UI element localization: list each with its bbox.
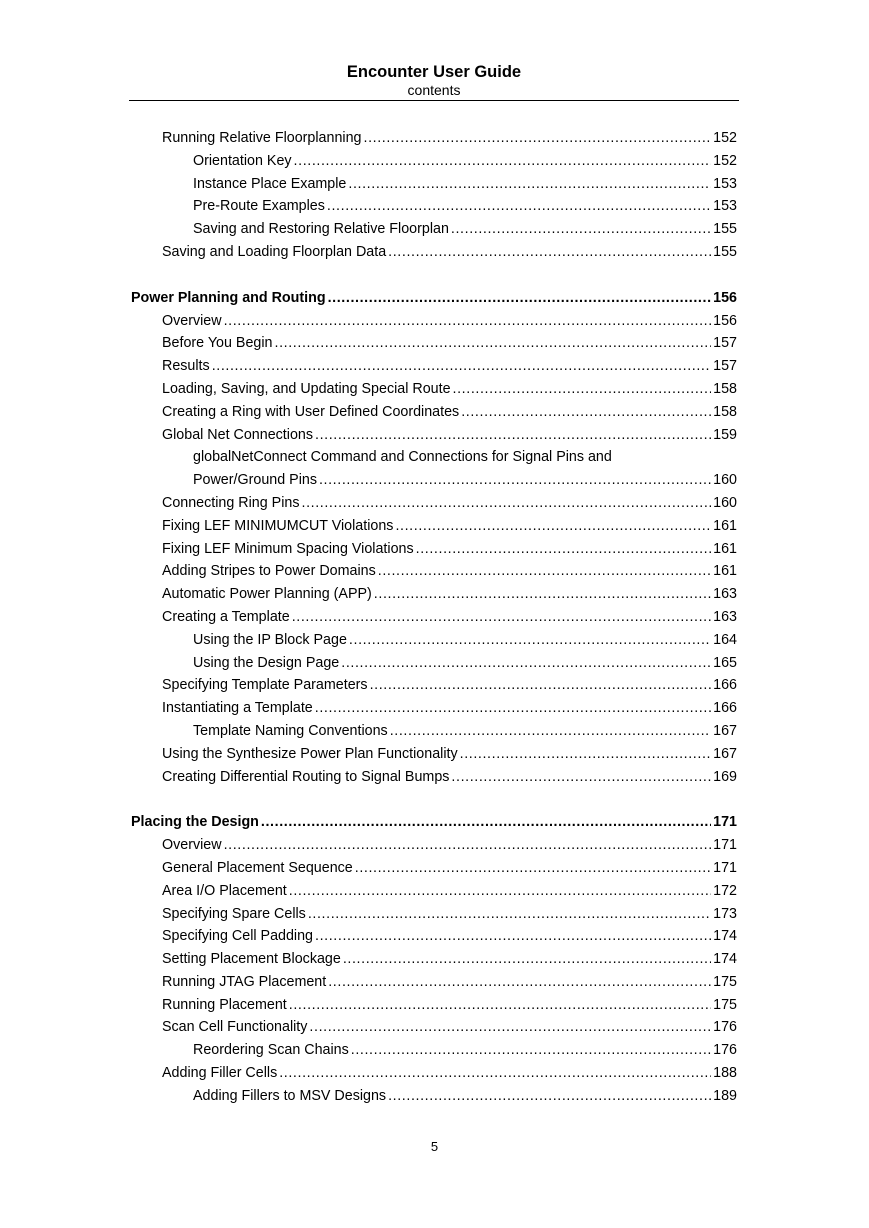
toc-entry-page: 153 <box>713 175 737 192</box>
toc-entry-page: 160 <box>713 494 737 511</box>
dot-leader <box>309 1016 711 1039</box>
toc-entry-title: Automatic Power Planning (APP) <box>162 586 372 603</box>
toc-entry[interactable] <box>129 218 737 241</box>
toc-entry-page: 156 <box>713 289 737 306</box>
dot-leader <box>370 674 712 697</box>
toc-entry-page: 166 <box>713 700 737 717</box>
toc-entry-page: 189 <box>713 1087 737 1104</box>
toc-entry[interactable] <box>129 1039 737 1062</box>
toc-entry-title: Results <box>162 358 210 375</box>
toc-entry-title: Fixing LEF MINIMUMCUT Violations <box>162 517 394 534</box>
dot-leader <box>341 652 711 675</box>
dot-leader <box>224 834 712 857</box>
toc-entry[interactable] <box>129 492 737 515</box>
dot-leader <box>212 355 711 378</box>
toc-entry-page: 176 <box>713 1042 737 1059</box>
table-of-contents <box>129 127 737 1108</box>
dot-leader <box>364 127 712 150</box>
toc-entry-page: 172 <box>713 882 737 899</box>
toc-entry[interactable] <box>129 720 737 743</box>
toc-entry[interactable] <box>129 948 737 971</box>
header-rule <box>129 100 739 101</box>
toc-chapter-entry[interactable] <box>129 287 737 310</box>
dot-leader <box>416 538 712 561</box>
dot-leader <box>355 857 711 880</box>
toc-entry[interactable] <box>129 424 737 447</box>
dot-leader <box>302 492 712 515</box>
dot-leader <box>275 332 712 355</box>
toc-entry-page: 155 <box>713 221 737 238</box>
toc-entry-page: 157 <box>713 358 737 375</box>
toc-entry[interactable] <box>129 538 737 561</box>
toc-entry-title: Running Relative Floorplanning <box>162 130 362 146</box>
dot-leader <box>343 948 711 971</box>
toc-entry-title: General Placement Sequence <box>162 859 353 876</box>
toc-entry-title: Using the Design Page <box>193 654 340 671</box>
toc-entry[interactable] <box>129 355 737 378</box>
toc-entry-title: Reordering Scan Chains <box>193 1042 349 1059</box>
toc-entry[interactable] <box>129 173 737 196</box>
toc-entry-title: Connecting Ring Pins <box>162 494 300 511</box>
toc-entry-title: Fixing LEF Minimum Spacing Violations <box>162 540 414 557</box>
toc-entry-page: 163 <box>713 586 737 603</box>
dot-leader <box>308 903 711 926</box>
toc-entry-page: 169 <box>713 768 737 785</box>
toc-entry[interactable] <box>129 446 737 469</box>
toc-entry[interactable] <box>129 925 737 948</box>
toc-entry-title: Instance Place Example <box>193 175 347 192</box>
dot-leader <box>315 424 711 447</box>
toc-entry-page: 171 <box>713 837 737 854</box>
toc-entry[interactable] <box>129 903 737 926</box>
toc-entry[interactable] <box>129 880 737 903</box>
section-gap <box>129 264 737 287</box>
toc-entry-title: Specifying Template Parameters <box>162 677 368 694</box>
section-gap <box>129 788 737 811</box>
toc-entry-page: 173 <box>713 905 737 922</box>
toc-entry-page: 171 <box>713 814 737 831</box>
toc-entry-page: 176 <box>713 1019 737 1036</box>
toc-entry-page: 167 <box>713 722 737 739</box>
toc-entry-page: 188 <box>713 1065 737 1082</box>
toc-entry[interactable] <box>129 652 737 675</box>
dot-leader <box>388 241 711 264</box>
toc-entry-page: 164 <box>713 631 737 648</box>
toc-entry-title: Pre-Route Examples <box>193 198 325 215</box>
toc-entry-title: Global Net Connections <box>162 426 313 443</box>
toc-entry[interactable] <box>129 766 737 789</box>
toc-entry-title: Running Placement <box>162 996 287 1013</box>
toc-entry-title: Adding Fillers to MSV Designs <box>193 1087 387 1104</box>
toc-entry-page: 165 <box>713 654 737 671</box>
toc-entry[interactable] <box>129 1016 737 1039</box>
toc-entry-page: 158 <box>713 403 737 420</box>
dot-leader <box>351 1039 711 1062</box>
page-header <box>129 62 739 99</box>
document-title: Encounter User Guide <box>346 63 522 81</box>
toc-entry-title: Using the Synthesize Power Plan Functionality <box>162 745 458 762</box>
toc-entry-title: Placing the Design <box>131 814 259 831</box>
toc-entry-page: 175 <box>713 996 737 1013</box>
toc-entry[interactable] <box>129 401 737 424</box>
toc-entry-page: 159 <box>713 426 737 443</box>
toc-entry-page: 160 <box>713 472 737 489</box>
toc-entry-page: 174 <box>713 951 737 968</box>
toc-chapter-entry[interactable] <box>129 811 737 834</box>
toc-entry[interactable] <box>129 994 737 1017</box>
toc-entry-title: Running JTAG Placement <box>162 973 327 990</box>
toc-entry-page: 161 <box>713 563 737 580</box>
toc-entry[interactable] <box>129 697 737 720</box>
toc-entry[interactable] <box>129 1085 737 1108</box>
toc-entry-title: Loading, Saving, and Updating Special Route <box>162 380 451 397</box>
toc-entry-page: 161 <box>713 517 737 534</box>
toc-entry[interactable] <box>129 150 737 173</box>
toc-entry-title: Specifying Spare Cells <box>162 905 306 922</box>
toc-entry-title: Creating a Ring with User Defined Coordinates <box>162 403 460 420</box>
toc-entry-page: 157 <box>713 335 737 352</box>
toc-entry[interactable] <box>129 560 737 583</box>
toc-entry-page: 174 <box>713 928 737 945</box>
dot-leader <box>378 560 711 583</box>
toc-entry-page: 155 <box>713 243 737 260</box>
toc-entry-title: Template Naming Conventions <box>193 722 388 739</box>
dot-leader <box>348 173 711 196</box>
dot-leader <box>328 971 711 994</box>
toc-entry-title: Power Planning and Routing <box>131 289 326 306</box>
toc-entry[interactable] <box>129 241 737 264</box>
toc-entry-title: Setting Placement Blockage <box>162 951 341 968</box>
toc-entry-title: Adding Stripes to Power Domains <box>162 563 376 580</box>
dot-leader <box>279 1062 711 1085</box>
dot-leader <box>289 880 711 903</box>
toc-entry-page: 171 <box>713 859 737 876</box>
dot-leader <box>395 515 711 538</box>
toc-entry-title: Scan Cell Functionality <box>162 1019 308 1036</box>
toc-entry-page: 167 <box>713 745 737 762</box>
toc-entry[interactable] <box>129 971 737 994</box>
toc-entry-page: 166 <box>713 677 737 694</box>
toc-entry-page: 175 <box>713 973 737 990</box>
toc-entry[interactable] <box>129 583 737 606</box>
dot-leader <box>349 629 711 652</box>
toc-entry-title: globalNetConnect Command and Connections for Signal Pins and <box>193 449 612 466</box>
toc-entry[interactable] <box>129 195 737 218</box>
toc-entry-page: 152 <box>713 152 737 169</box>
toc-entry-title: Orientation Key <box>193 152 292 169</box>
toc-entry-title: Specifying Cell Padding <box>162 928 314 945</box>
toc-entry[interactable] <box>129 378 737 401</box>
dot-leader <box>315 925 711 948</box>
toc-entry-page: 158 <box>713 380 737 397</box>
toc-entry-title: Overview <box>162 837 222 854</box>
toc-entry[interactable] <box>129 127 737 150</box>
toc-entry-page: 156 <box>713 312 737 329</box>
toc-entry-title: Before You Begin <box>162 335 273 352</box>
toc-entry[interactable] <box>129 857 737 880</box>
dot-leader <box>328 287 712 310</box>
document-subtitle: contents <box>407 82 461 98</box>
dot-leader <box>289 994 711 1017</box>
dot-leader <box>327 195 711 218</box>
dot-leader <box>390 720 711 743</box>
toc-entry[interactable] <box>129 743 737 766</box>
toc-entry-page: 163 <box>713 608 737 625</box>
toc-entry-title: Creating a Template <box>162 608 290 625</box>
toc-entry[interactable] <box>129 310 737 333</box>
toc-entry[interactable] <box>129 629 737 652</box>
toc-entry-continuation[interactable] <box>129 469 737 492</box>
toc-entry-title: Instantiating a Template <box>162 700 313 717</box>
toc-entry-title: Creating Differential Routing to Signal Bumps <box>162 768 450 785</box>
toc-entry-title: Saving and Loading Floorplan Data <box>162 243 387 260</box>
toc-entry-page: 152 <box>713 130 737 146</box>
dot-leader <box>224 310 712 333</box>
dot-leader <box>460 743 712 766</box>
toc-entry-title: Adding Filler Cells <box>162 1065 278 1082</box>
toc-entry-page: 161 <box>713 540 737 557</box>
toc-entry-title: Overview <box>162 312 222 329</box>
dot-leader <box>319 469 711 492</box>
dot-leader <box>294 150 712 173</box>
page-number: 5 <box>430 1139 439 1154</box>
toc-entry-title: Area I/O Placement <box>162 882 287 899</box>
toc-entry[interactable] <box>129 606 737 629</box>
dot-leader <box>451 218 711 241</box>
toc-entry[interactable] <box>129 674 737 697</box>
dot-leader <box>292 606 711 629</box>
dot-leader <box>315 697 711 720</box>
toc-entry[interactable] <box>129 515 737 538</box>
dot-leader <box>453 378 712 401</box>
toc-entry-title: Saving and Restoring Relative Floorplan <box>193 221 449 238</box>
dot-leader <box>388 1085 711 1108</box>
toc-entry-title: Using the IP Block Page <box>193 631 347 648</box>
toc-entry-page: 153 <box>713 198 737 215</box>
toc-entry[interactable] <box>129 332 737 355</box>
dot-leader <box>461 401 711 424</box>
toc-entry[interactable] <box>129 834 737 857</box>
dot-leader <box>374 583 711 606</box>
toc-entry[interactable] <box>129 1062 737 1085</box>
toc-entry-title-continuation: Power/Ground Pins <box>193 472 317 489</box>
dot-leader <box>261 811 711 834</box>
dot-leader <box>451 766 711 789</box>
